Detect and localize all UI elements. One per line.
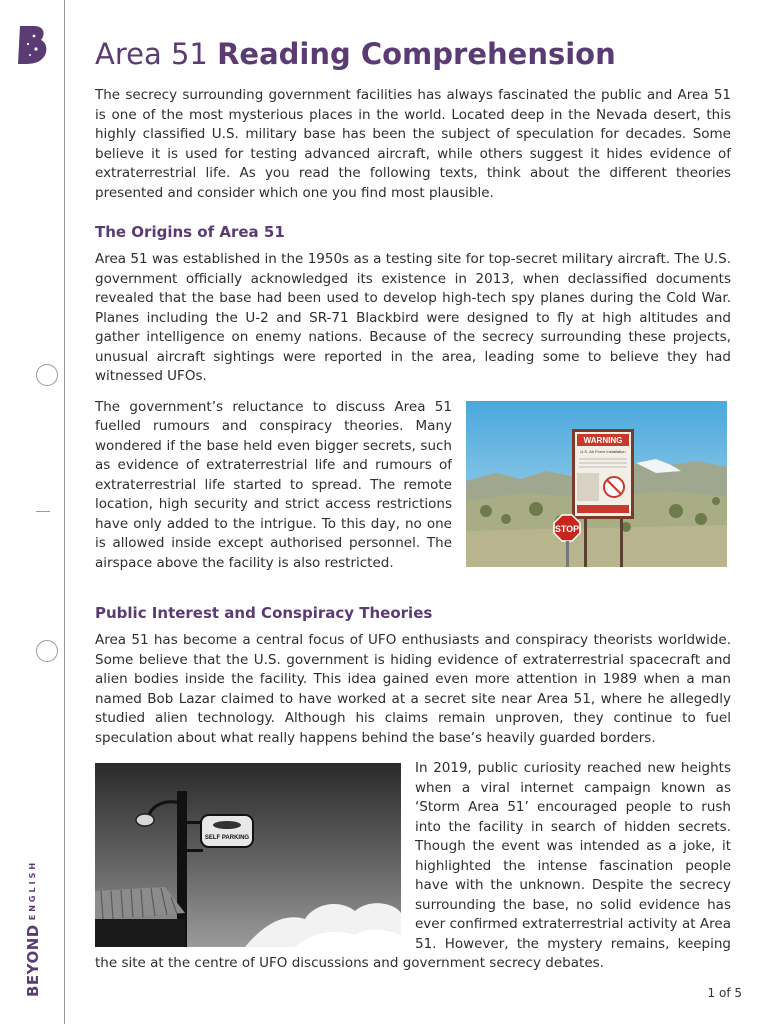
warning-sign-photo xyxy=(466,401,727,567)
section-heading-public-interest: Public Interest and Conspiracy Theories xyxy=(95,604,433,622)
stop-sign-text: STOP xyxy=(554,523,580,534)
page-title xyxy=(95,34,731,74)
page-number: 1 of 5 xyxy=(707,986,742,1000)
title-part-2: Reading Comprehension xyxy=(217,37,616,71)
origins-paragraph-2: The government’s reluctance to discuss Area 51 fuelled rumours and conspiracy theories. Many wondered if the base held even bigger secrets, such as evidence of extraterrestrial life and rumours of extraterrestrial life started to spread. The remote location, high security and strict access restrictions have only added to the intrigue. To this day, no one is allowed inside except authorised personnel. The airspace above the facility is also restricted. xyxy=(95,398,452,571)
brand-word-english: ENGLISH xyxy=(28,859,37,921)
brand-word-beyond: BEYOND xyxy=(24,924,42,997)
beyond-b-logo-icon xyxy=(14,24,50,66)
self-parking-sign-photo xyxy=(95,763,401,947)
self-parking-sign-text: SELF PARKING xyxy=(204,835,250,841)
fold-mark xyxy=(36,511,50,512)
brand-vertical xyxy=(23,860,42,997)
intro-paragraph: The secrecy surrounding government facilities has always fascinated the public and Area 51 is one of the most mysterious places in the world. Located deep in the Nevada desert, this highly classified U.S. military base has been the subject of speculation for decades. Some believe it is used for testing advanced aircraft, while others suggest it hides evidence of extraterrestrial life. As you read the following texts, think about the different theories presented and consider which one you find most plausible. xyxy=(95,87,731,201)
public-interest-paragraph-2: In 2019, public curiosity reached new heights when a viral internet campaign known as ‘Storm Area 51’ encouraged people to rush into the facility in search of hidden secrets. Though the event was intended as a joke, it highlighted the intense fascination people have with the unknown. Despite the secrecy surrounding the base, no solid evidence has ever confirmed extraterrestrial activity at Area 51. However, the mystery remains, keeping the site at the centre of UFO discussions and government secrecy debates. xyxy=(95,760,731,971)
public-interest-paragraph-1: Area 51 has become a central focus of UFO enthusiasts and conspiracy theorists worldwide. Some believe that the U.S. government is hiding evidence of extraterrestrial spacecraft and alien bodies inside the facility. This idea gained even more attention in 1989 when a man named Bob Lazar claimed to have worked at a secret site near Area 51, where he allegedly studied alien technology. Although his claims remain unproven, they continue to fuel speculation about what really happens behind the base’s heavily guarded borders. xyxy=(95,632,731,746)
warning-sign-text: WARNING xyxy=(583,435,623,445)
section-heading-origins: The Origins of Area 51 xyxy=(95,223,285,241)
origins-paragraph-1: Area 51 was established in the 1950s as a testing site for top-secret military aircraft. The U.S. government officially acknowledged its existence in 2013, when declassified documents revealed that the base had been used to develop high-tech spy planes during the Cold War. Planes including the U-2 and SR-71 Blackbird were designed to fly at high altitudes and gather intelligence on enemy nations. Because of the secrecy surrounding these projects, unusual aircraft sightings were reported in the area, leading some to believe they had witnessed UFOs. xyxy=(95,251,731,384)
binder-hole-bottom xyxy=(36,640,58,662)
document-content xyxy=(95,30,731,985)
margin-rule xyxy=(64,0,65,1024)
binder-hole-top xyxy=(36,364,58,386)
title-part-1: Area 51 xyxy=(95,37,218,71)
warning-sign-subtext: U.S. Air Force Installation xyxy=(580,448,626,454)
